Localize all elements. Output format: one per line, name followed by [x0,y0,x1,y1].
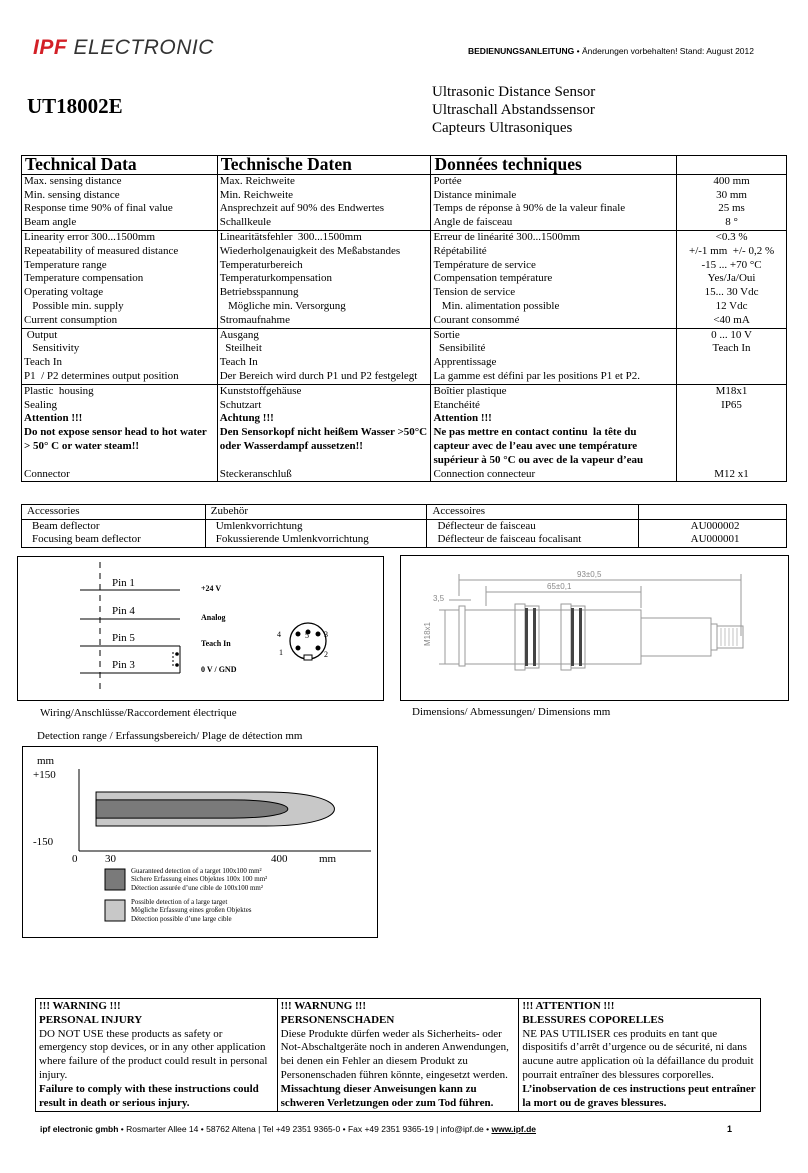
tech-label: Connection connecteur [431,468,677,482]
zone-guaranteed [96,800,288,818]
tech-label: Teach In [217,356,431,370]
tech-label: Mögliche min. Versorgung [217,300,431,314]
tech-label: Possible min. supply [22,300,218,314]
tech-label: Sensitivity [22,342,218,356]
tech-label: Do not expose sensor head to hot water > 50° C or water steam!! [22,426,218,467]
tech-row [22,286,787,300]
tech-label: Schallkeule [217,216,431,230]
dimensions-drawing [400,555,789,701]
tech-row [22,202,787,216]
warning-subtitle: PERSONAL INJURY [39,1013,143,1026]
conn-num-1: 1 [279,648,283,657]
tech-label: Plastic housing [22,384,218,398]
legend-possible-en: Possible detection of a large target [131,898,228,906]
tech-value: 8 ° [677,216,787,230]
warning-title: !!! ATTENTION !!! [522,1000,615,1012]
tech-value: 15... 30 Vdc [677,286,787,300]
tech-label: Répétabilité [431,245,677,259]
tech-row [22,468,787,482]
tech-row [22,399,787,413]
accessory-name: Beam deflector [22,519,206,533]
tech-row [22,216,787,230]
warning-body: DO NOT USE these products as safety or emergency stop devices, or in any other application where failure of the product could result in personal injury. [39,1027,268,1081]
connector-collar [711,624,717,650]
tech-label: Min. alimentation possible [431,300,677,314]
x-tick-30: 30 [105,853,116,865]
tech-label: Beam angle [22,216,218,230]
tech-label: Betriebsspannung [217,286,431,300]
nut-shade-1 [525,608,528,666]
model-number: UT18002E [27,94,123,118]
dim-total-label: 93±0,5 [577,570,602,579]
tech-label: La gamme est défini par les positions P1 et P2. [431,370,677,384]
tech-label: Schutzart [217,399,431,413]
header-technical-data: Technical Data [22,156,218,175]
accessory-name: Déflecteur de faisceau focalisant [427,533,639,547]
logo [33,36,214,60]
tech-row [22,272,787,286]
tech-label: Kunststoffgehäuse [217,384,431,398]
nut-shade-2 [533,608,536,666]
logo-brand: IPF [33,36,68,59]
tech-row [22,384,787,398]
conn-num-4: 4 [277,630,281,639]
warning-bold: Missachtung dieser Anweisungen kann zu schweren Verletzungen oder zum Tod führen. [280,1082,494,1109]
tech-label: Der Bereich wird durch P1 und P2 festgelegt [217,370,431,384]
tech-row [22,259,787,273]
signal-24v: +24 V [201,584,222,593]
tech-row [22,189,787,203]
tech-label: Connector [22,468,218,482]
tech-value: M18x1 [677,384,787,398]
tech-value: 12 Vdc [677,300,787,314]
tech-label: Response time 90% of final value [22,202,218,216]
tech-row [22,230,787,244]
legend-possible-fr: Détection possible d’une large cible [131,914,232,923]
tech-value: +/-1 mm +/- 0,2 % [677,245,787,259]
conn-num-2: 2 [324,650,328,659]
warning-subtitle: BLESSURES COPORELLES [522,1013,664,1026]
nut-1 [515,604,525,670]
dim-thread-label: 65±0,1 [547,582,572,591]
tech-label: Repeatability of measured distance [22,245,218,259]
tech-label: Min. Reichweite [217,189,431,203]
tech-row [22,426,787,467]
warning-title: !!! WARNUNG !!! [280,1000,366,1012]
warning-body: Diese Produkte dürfen weder als Sicherheits- oder Not-Abschaltgeräte noch in anderen Anwendungen, bei denen ein Fehler an diesem Produkt zu Personenschaden führen könnte, eingesetzt werden. [280,1027,509,1081]
tech-value: 0 ... 10 V [677,328,787,342]
accessory-part-number: AU000001 [639,533,787,547]
tech-label: Temps de réponse à 90% de la valeur finale [431,202,677,216]
x-tick-0: 0 [72,853,78,865]
accessories-header: Zubehör [205,505,427,520]
tech-label: Distance minimale [431,189,677,203]
detection-range-chart [22,746,378,938]
conn-num-3: 3 [324,630,328,639]
accessory-name: Déflecteur de faisceau [427,519,639,533]
y-tick-minus150: -150 [33,836,54,848]
connector-pin-4 [296,632,301,637]
tech-label: Temperaturkompensation [217,272,431,286]
tech-value: -15 ... +70 °C [677,259,787,273]
legend-guaranteed-en: Guaranteed detection of a target 100x100 mm² [131,867,262,875]
nut-2 [561,604,571,670]
tech-label: Achtung !!! [217,412,431,426]
warnings-table [35,998,761,1112]
tech-label: Temperature compensation [22,272,218,286]
accessory-part-number: AU000002 [639,519,787,533]
accessory-name: Focusing beam deflector [22,533,206,547]
tech-value [677,356,787,370]
signal-analog: Analog [201,613,226,622]
tech-value: <0.3 % [677,230,787,244]
tech-label: Wiederholgenauigkeit des Meßabstandes [217,245,431,259]
footer-company: ipf electronic gmbh [40,1124,119,1134]
y-tick-plus150: +150 [33,769,56,781]
header-technische-daten: Technische Daten [217,156,431,175]
subtitle-de: Ultraschall Abstandssensor [432,102,595,118]
chart-ylabel: mm [37,755,55,767]
tech-label: Temperaturbereich [217,259,431,273]
teach-switch-dot-top [175,652,179,656]
tech-label: Tension de service [431,286,677,300]
page-number: 1 [727,1124,733,1134]
sensor-body [465,610,641,664]
tech-label: Erreur de linéarité 300...1500mm [431,230,677,244]
tech-row [22,174,787,188]
tech-value: 400 mm [677,174,787,188]
tech-label: Ne pas mettre en contact continu la tête du capteur avec de l’eau avec une température supérieur à 50 °C ou avec de la vapeur d’eau [431,426,677,467]
tech-row [22,370,787,384]
subtitle-en: Ultrasonic Distance Sensor [432,84,596,100]
tech-label: Apprentissage [431,356,677,370]
dim-thread-size: M18x1 [423,621,432,646]
wiring-svg [18,557,383,700]
sensor-tail [641,618,711,656]
tech-row [22,356,787,370]
warning-cell [277,999,519,1112]
tech-label: Stromaufnahme [217,314,431,328]
tech-label: Min. sensing distance [22,189,218,203]
warning-body: NE PAS UTILISER ces produits en tant que dispositifs d’arrêt d’urgence ou de sécurité, ni dans aucune autre application où la défaillance du produit pourrait entraîner des blessures corporelles. [522,1027,754,1081]
tech-row [22,342,787,356]
warning-bold: L’inobservation de ces instructions peut entraîner la mort ou de graves blessures. [522,1082,756,1109]
accessories-header [639,505,787,520]
accessories-header-row [22,505,787,520]
tech-value [677,412,787,426]
wiring-caption: Wiring/Anschlüsse/Raccordement électrique [40,707,237,719]
connector-outline [290,623,326,659]
tech-label: Linearity error 300...1500mm [22,230,218,244]
tech-row [22,328,787,342]
accessories-header: Accessories [22,505,206,520]
dim-head-label: 3,5 [433,594,445,603]
doc-type: BEDIENUNGSANLEITUNG [468,46,575,56]
tech-value [677,370,787,384]
accessory-row [22,533,787,547]
tech-label: Ausgang [217,328,431,342]
accessory-name: Fokussierende Umlenkvorrichtung [205,533,427,547]
tech-row [22,300,787,314]
tech-label: Max. Reichweite [217,174,431,188]
tech-label: P1 / P2 determines output position [22,370,218,384]
footer [40,1124,736,1134]
legend-guaranteed-de: Sichere Erfassung eines Objektes 100x 100 mm² [131,875,268,884]
accessories-header: Accessoires [427,505,639,520]
tech-value: Yes/Ja/Oui [677,272,787,286]
tech-label: Max. sensing distance [22,174,218,188]
tech-value: M12 x1 [677,468,787,482]
tech-label: Temperature range [22,259,218,273]
tech-row [22,412,787,426]
legend-swatch-guaranteed [105,869,125,890]
warning-subtitle: PERSONENSCHADEN [280,1013,395,1026]
warning-cell [519,999,761,1112]
tech-label: Operating voltage [22,286,218,300]
legend-swatch-possible [105,900,125,921]
tech-label: Sensibilité [431,342,677,356]
connector-key [304,655,312,660]
tech-label: Teach In [22,356,218,370]
tech-value: <40 mA [677,314,787,328]
legend-guaranteed-fr: Détection assurée d’une cible de 100x100 mm² [131,883,263,892]
tech-label: Boîtier plastique [431,384,677,398]
tech-label: Ansprechzeit auf 90% des Endwertes [217,202,431,216]
teach-switch-dot-bottom [175,663,179,667]
sensor-face [459,606,465,666]
wiring-diagram [17,556,384,701]
doc-note: • Änderungen vorbehalten! Stand: August 2012 [574,46,754,56]
warning-cell [36,999,278,1112]
tech-value: IP65 [677,399,787,413]
tech-row [22,314,787,328]
tech-label: Attention !!! [431,412,677,426]
tech-row [22,245,787,259]
tech-label: Courant consommé [431,314,677,328]
signal-teach-in: Teach In [201,639,231,648]
nut-shade-3 [571,608,574,666]
pin1-label: Pin 1 [112,577,135,589]
footer-address: • Rosmarter Allee 14 • 58762 Altena | Tel +49 2351 9365-0 • Fax +49 2351 9365-19 | info@ipf.de • [118,1124,492,1134]
tech-label: Steilheit [217,342,431,356]
tech-value: Teach In [677,342,787,356]
tech-label: Output [22,328,218,342]
tech-label: Attention !!! [22,412,218,426]
tech-label: Compensation température [431,272,677,286]
signal-gnd: 0 V / GND [201,665,237,674]
conn-num-5: 5 [305,631,309,640]
connector-pin-3 [316,632,321,637]
header-donnees-techniques: Données techniques [431,156,677,175]
accessory-row [22,519,787,533]
x-tick-400: 400 [271,853,288,865]
warning-title: !!! WARNING !!! [39,1000,121,1012]
chart-title: Detection range / Erfassungsbereich/ Plage de détection mm [37,730,303,742]
accessories-table [21,504,787,548]
tech-value [677,426,787,467]
connector-pin-1 [296,646,301,651]
pin4-label: Pin 4 [112,605,135,617]
tech-label: Température de service [431,259,677,273]
technical-data-table [21,155,787,482]
tech-label: Etanchéité [431,399,677,413]
legend-guaranteed [131,867,267,892]
legend-possible-de: Mögliche Erfassung eines großen Objektes [131,906,252,915]
tech-label: Angle de faisceau [431,216,677,230]
dimensions-caption: Dimensions/ Abmessungen/ Dimensions mm [412,706,611,718]
header-note [468,46,754,56]
tech-label: Portée [431,174,677,188]
chart-xlabel: mm [319,853,337,865]
accessory-name: Umlenkvorrichtung [205,519,427,533]
tech-label: Steckeranschluß [217,468,431,482]
pin5-label: Pin 5 [112,632,135,644]
pin3-label: Pin 3 [112,659,135,671]
subtitle-fr: Capteurs Ultrasoniques [432,120,573,136]
tech-value: 25 ms [677,202,787,216]
tech-label: Sealing [22,399,218,413]
nut-shade-4 [579,608,582,666]
connector-pin-2 [316,646,321,651]
tech-label: Linearitätsfehler 300...1500mm [217,230,431,244]
tech-value: 30 mm [677,189,787,203]
legend-possible [131,898,252,923]
tech-label: Sortie [431,328,677,342]
tech-label: Den Sensorkopf nicht heißem Wasser >50°C oder Wasserdampf aussetzen!! [217,426,431,467]
logo-text: ELECTRONIC [73,36,214,59]
footer-website-link[interactable]: www.ipf.de [491,1124,537,1134]
warning-bold: Failure to comply with these instructions could result in death or serious injury. [39,1082,259,1109]
tech-label: Current consumption [22,314,218,328]
